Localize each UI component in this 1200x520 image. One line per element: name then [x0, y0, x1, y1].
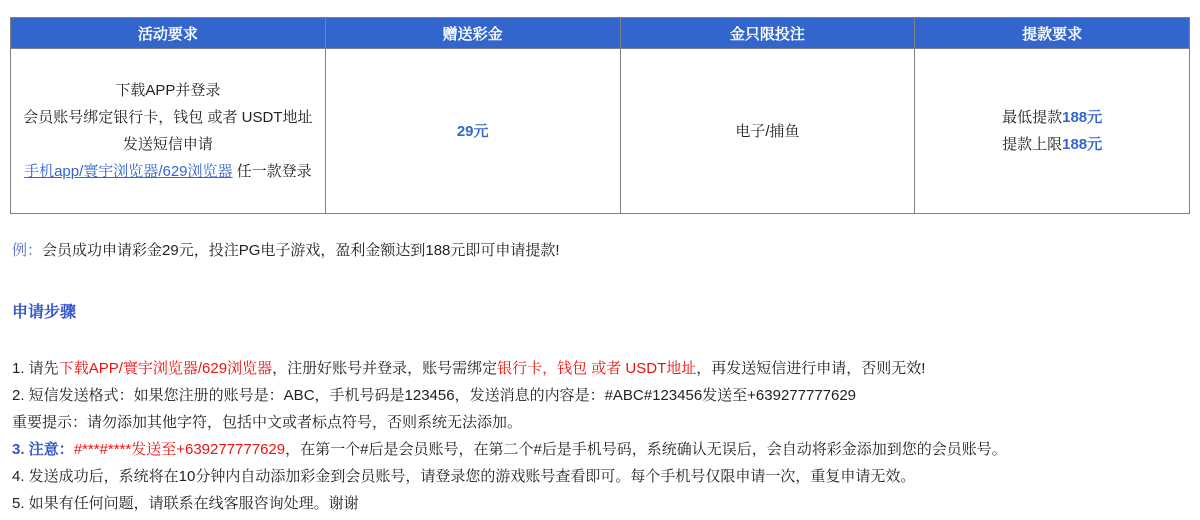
withdraw-min-line [921, 104, 1183, 131]
step-3-label: 3. 注意： [12, 441, 74, 458]
link-separator: / [158, 163, 163, 180]
cell-bonus [325, 49, 620, 214]
step-1-pre: 1. 请先 [12, 360, 59, 377]
step-3-post: ，在第一个#后是会员账号，在第二个#后是手机号码，系统确认无误后，会自动将彩金添加到您的会员账号。 [285, 441, 1007, 458]
step-1-red-download: 下载APP/寰宇浏览器/629浏览器 [58, 360, 273, 377]
cell-activity-requirements [11, 49, 326, 214]
table-header-row [11, 18, 1190, 49]
table-row [11, 49, 1190, 214]
bonus-amount: 29元 [456, 122, 489, 140]
browser-629-link[interactable]: 629浏览器 [162, 163, 233, 180]
step-1-red-binding: 银行卡，钱包 或者 USDT地址 [497, 360, 697, 377]
cell-bet-scope [620, 49, 915, 214]
header-activity-requirements: 活动要求 [11, 18, 326, 49]
withdraw-max-line [921, 131, 1183, 158]
step-1-mid: ，注册好账号并登录，账号需绑定 [272, 360, 498, 377]
header-withdraw-requirements: 提款要求 [915, 18, 1190, 49]
example-text: 会员成功申请彩金29元，投注PG电子游戏，盈利金额达到188元即可申请提款! [42, 242, 560, 259]
steps-list [12, 355, 1200, 517]
requirement-login-links [17, 158, 319, 185]
step-4: 4. 发送成功后，系统将在10分钟内自动添加彩金到会员账号，请登录您的游戏账号查看即可。每个手机号仅限申请一次，重复申请无效。 [12, 468, 916, 485]
step-3-red-format: #***#****发送至+639277777629 [73, 441, 286, 458]
step-3 [12, 436, 1200, 463]
important-notice: 重要提示：请勿添加其他字符，包括中文或者标点符号，否则系统无法添加。 [12, 414, 523, 431]
link-separator: / [79, 163, 84, 180]
huanyu-browser-link[interactable]: 寰宇浏览器 [83, 163, 159, 180]
apply-steps-title: 申请步骤 [12, 304, 77, 321]
step-1 [12, 355, 1200, 382]
mobile-app-link[interactable]: 手机app [24, 163, 80, 180]
withdraw-min-value: 188元 [1062, 109, 1103, 126]
example-line [12, 240, 1200, 261]
withdraw-max-label: 提款上限 [1002, 136, 1063, 153]
step-5: 5. 如果有任何问题，请联系在线客服咨询处理。谢谢 [12, 495, 359, 512]
login-links-suffix: 任一款登录 [232, 163, 312, 180]
example-prefix: 例： [12, 242, 43, 259]
requirement-line-3: 发送短信申请 [122, 136, 213, 153]
bet-scope-value: 电子/捕鱼 [735, 122, 800, 140]
header-bet-scope: 金只限投注 [620, 18, 915, 49]
cell-withdraw-requirements [915, 49, 1190, 214]
header-bonus: 赠送彩金 [325, 18, 620, 49]
withdraw-min-label: 最低提款 [1002, 109, 1063, 126]
step-2: 2. 短信发送格式：如果您注册的账号是：ABC，手机号码是123456，发送消息的内容是：#ABC#123456发送至+639277777629 [12, 387, 857, 404]
promo-requirements-table [10, 17, 1190, 214]
step-1-post: ，再发送短信进行申请，否则无效! [696, 360, 926, 377]
requirement-line-1: 下载APP并登录 [115, 82, 221, 99]
withdraw-max-value: 188元 [1062, 136, 1103, 153]
requirement-line-2: 会员账号绑定银行卡，钱包 或者 USDT地址 [23, 109, 313, 126]
